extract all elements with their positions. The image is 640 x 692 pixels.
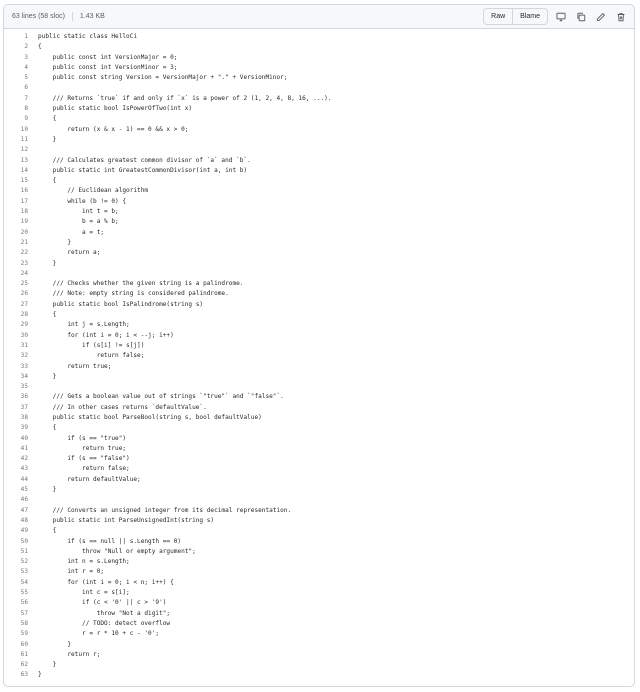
line-number[interactable]: 16 bbox=[20, 187, 28, 195]
line-number[interactable]: 50 bbox=[20, 537, 28, 545]
line-number[interactable]: 39 bbox=[20, 424, 28, 432]
code-line bbox=[4, 434, 634, 444]
line-content: for (int i = 0; i < n; i++) { bbox=[38, 578, 174, 586]
divider bbox=[72, 12, 73, 21]
code-line bbox=[4, 238, 634, 248]
line-number[interactable]: 29 bbox=[20, 321, 28, 329]
code-line bbox=[4, 547, 634, 557]
code-line bbox=[4, 331, 634, 341]
line-content: throw "Null or empty argument"; bbox=[38, 547, 196, 555]
line-number[interactable]: 32 bbox=[20, 352, 28, 360]
line-number[interactable]: 3 bbox=[24, 53, 28, 61]
code-line bbox=[4, 557, 634, 567]
line-content: } bbox=[38, 661, 57, 669]
line-content: return false; bbox=[38, 352, 145, 360]
line-number[interactable]: 63 bbox=[20, 671, 28, 679]
line-number[interactable]: 1 bbox=[24, 33, 28, 40]
file-actions bbox=[483, 8, 628, 25]
code-line bbox=[4, 670, 634, 680]
line-number[interactable]: 46 bbox=[20, 496, 28, 504]
line-number[interactable]: 51 bbox=[20, 547, 28, 555]
line-content: } bbox=[38, 135, 57, 143]
code-line bbox=[4, 650, 634, 660]
code-line bbox=[4, 567, 634, 577]
line-content: /// Gets a boolean value out of strings `"true"` and `"false"`. bbox=[38, 393, 284, 401]
line-number[interactable]: 60 bbox=[20, 640, 28, 648]
line-content: { bbox=[38, 115, 57, 123]
line-content: return true; bbox=[38, 362, 112, 370]
line-content: if (s == "true") bbox=[38, 434, 127, 442]
code-line bbox=[4, 341, 634, 351]
line-number[interactable]: 2 bbox=[24, 43, 28, 51]
code-line bbox=[4, 228, 634, 238]
lines-count: 63 lines (58 sloc) bbox=[12, 13, 65, 20]
line-number[interactable]: 45 bbox=[20, 486, 28, 494]
code-line bbox=[4, 42, 634, 52]
code-line bbox=[4, 269, 634, 279]
line-number[interactable]: 59 bbox=[20, 630, 28, 638]
line-number[interactable]: 17 bbox=[20, 197, 28, 205]
code-line bbox=[4, 506, 634, 516]
code-line bbox=[4, 207, 634, 217]
line-number[interactable]: 37 bbox=[20, 403, 28, 411]
line-number[interactable]: 47 bbox=[20, 506, 28, 514]
line-number[interactable]: 13 bbox=[20, 156, 28, 164]
pencil-icon[interactable] bbox=[594, 10, 608, 24]
code-line bbox=[4, 156, 634, 166]
line-content: if (s == "false") bbox=[38, 455, 130, 463]
line-number[interactable]: 38 bbox=[20, 413, 28, 421]
code-line bbox=[4, 73, 634, 83]
line-content: return r; bbox=[38, 650, 101, 658]
line-number[interactable]: 5 bbox=[24, 74, 28, 82]
line-content bbox=[38, 145, 634, 155]
line-content: a = t; bbox=[38, 228, 105, 236]
line-content: public static bool IsPalindrome(string s) bbox=[38, 300, 204, 308]
code-line bbox=[4, 94, 634, 104]
code-line bbox=[4, 53, 634, 63]
line-number[interactable]: 30 bbox=[20, 331, 28, 339]
code-line bbox=[4, 516, 634, 526]
line-content: /// Returns `true` if and only if `x` is a power of 2 (1, 2, 4, 8, 16, ...). bbox=[38, 94, 332, 102]
line-number[interactable]: 33 bbox=[20, 362, 28, 370]
code-line bbox=[4, 176, 634, 186]
code-line bbox=[4, 217, 634, 227]
code-line bbox=[4, 248, 634, 258]
line-number[interactable]: 36 bbox=[20, 393, 28, 401]
code-line bbox=[4, 83, 634, 93]
line-content: public const int VersionMajor = 0; bbox=[38, 53, 178, 61]
line-content: } bbox=[38, 640, 72, 648]
code-line bbox=[4, 578, 634, 588]
line-number[interactable]: 48 bbox=[20, 516, 28, 524]
code-line bbox=[4, 526, 634, 536]
line-content: { bbox=[38, 311, 57, 319]
line-number[interactable]: 23 bbox=[20, 259, 28, 267]
code-line bbox=[4, 454, 634, 464]
blame-button[interactable]: Blame bbox=[512, 9, 547, 24]
line-number[interactable]: 61 bbox=[20, 650, 28, 658]
line-number[interactable]: 34 bbox=[20, 372, 28, 380]
file-info bbox=[12, 12, 105, 21]
line-content: return false; bbox=[38, 465, 130, 473]
line-number[interactable]: 56 bbox=[20, 599, 28, 607]
code-line bbox=[4, 310, 634, 320]
line-content: int n = s.Length; bbox=[38, 558, 130, 566]
line-content: public static int GreatestCommonDivisor(int a, int b) bbox=[38, 166, 248, 174]
line-content: } bbox=[38, 259, 57, 267]
line-number[interactable]: 19 bbox=[20, 218, 28, 226]
code-line bbox=[4, 619, 634, 629]
line-number[interactable]: 18 bbox=[20, 208, 28, 216]
line-content bbox=[38, 269, 634, 279]
line-content: return defaultValue; bbox=[38, 475, 141, 483]
line-number[interactable]: 55 bbox=[20, 589, 28, 597]
code-line bbox=[4, 464, 634, 474]
line-number[interactable]: 22 bbox=[20, 249, 28, 257]
code-view bbox=[4, 29, 634, 681]
code-line bbox=[4, 444, 634, 454]
line-content: return true; bbox=[38, 444, 127, 452]
line-content: return a; bbox=[38, 249, 101, 257]
line-number[interactable]: 28 bbox=[20, 311, 28, 319]
code-line bbox=[4, 145, 634, 155]
code-line bbox=[4, 114, 634, 124]
line-number[interactable]: 53 bbox=[20, 568, 28, 576]
code-line bbox=[4, 186, 634, 196]
line-content: } bbox=[38, 671, 42, 679]
line-number[interactable]: 42 bbox=[20, 455, 28, 463]
line-content: /// Converts an unsigned integer from its decimal representation. bbox=[38, 506, 292, 514]
line-content: /// Note: empty string is considered palindrome. bbox=[38, 290, 229, 298]
line-number[interactable]: 8 bbox=[24, 105, 28, 113]
line-content bbox=[38, 83, 634, 93]
code-line bbox=[4, 63, 634, 73]
line-content: { bbox=[38, 527, 57, 535]
code-line bbox=[4, 629, 634, 639]
line-content: while (b != 0) { bbox=[38, 197, 127, 205]
line-number[interactable]: 57 bbox=[20, 609, 28, 617]
line-number[interactable]: 62 bbox=[20, 661, 28, 669]
code-line bbox=[4, 660, 634, 670]
code-line bbox=[4, 423, 634, 433]
line-number[interactable]: 11 bbox=[20, 135, 28, 143]
line-content bbox=[38, 382, 634, 392]
line-content: /// Checks whether the given string is a palindrome. bbox=[38, 280, 244, 288]
line-number[interactable]: 58 bbox=[20, 619, 28, 627]
line-content: public static int ParseUnsignedInt(string s) bbox=[38, 516, 215, 524]
code-line bbox=[4, 609, 634, 619]
code-line bbox=[4, 289, 634, 299]
code-line bbox=[4, 495, 634, 505]
code-line bbox=[4, 588, 634, 598]
line-content: { bbox=[38, 43, 42, 51]
line-content: b = a % b; bbox=[38, 218, 119, 226]
line-content: int j = s.Length; bbox=[38, 321, 130, 329]
line-content: } bbox=[38, 372, 57, 380]
line-number[interactable]: 31 bbox=[20, 341, 28, 349]
code-line bbox=[4, 640, 634, 650]
code-line bbox=[4, 475, 634, 485]
line-number[interactable]: 41 bbox=[20, 444, 28, 452]
raw-blame-group bbox=[483, 8, 548, 25]
line-number[interactable]: 44 bbox=[20, 475, 28, 483]
line-content: // TODO: detect overflow bbox=[38, 619, 171, 627]
line-content: return (x & x - 1) == 0 && x > 0; bbox=[38, 125, 189, 133]
line-content: } bbox=[38, 486, 57, 494]
code-line bbox=[4, 125, 634, 135]
code-line bbox=[4, 320, 634, 330]
line-number[interactable]: 14 bbox=[20, 166, 28, 174]
code-line bbox=[4, 382, 634, 392]
line-content: /// In other cases returns `defaultValue`. bbox=[38, 403, 207, 411]
code-line bbox=[4, 351, 634, 361]
line-content: if (s == null || s.Length == 0) bbox=[38, 537, 182, 545]
code-line bbox=[4, 279, 634, 289]
code-line bbox=[4, 485, 634, 495]
line-content: for (int i = 0; i < --j; i++) bbox=[38, 331, 174, 339]
code-line bbox=[4, 259, 634, 269]
line-content: public const int VersionMinor = 3; bbox=[38, 63, 178, 71]
line-content: // Euclidean algorithm bbox=[38, 187, 149, 195]
line-content: if (c < '0' || c > '9') bbox=[38, 599, 167, 607]
code-line bbox=[4, 372, 634, 382]
line-content: public static bool IsPowerOfTwo(int x) bbox=[38, 105, 193, 113]
line-number[interactable]: 20 bbox=[20, 228, 28, 236]
line-content: { bbox=[38, 424, 57, 432]
line-content: if (s[i] != s[j]) bbox=[38, 341, 145, 349]
code-line bbox=[4, 32, 634, 42]
code-line bbox=[4, 166, 634, 176]
file-viewer bbox=[3, 4, 635, 687]
raw-button[interactable]: Raw bbox=[484, 9, 512, 24]
line-number[interactable]: 15 bbox=[20, 177, 28, 185]
line-number[interactable]: 40 bbox=[20, 434, 28, 442]
line-number[interactable]: 4 bbox=[24, 63, 28, 71]
line-content: { bbox=[38, 177, 57, 185]
code-line bbox=[4, 362, 634, 372]
line-number[interactable]: 10 bbox=[20, 125, 28, 133]
code-line bbox=[4, 598, 634, 608]
line-number[interactable]: 25 bbox=[20, 280, 28, 288]
line-content: /// Calculates greatest common divisor of `a` and `b`. bbox=[38, 156, 251, 164]
line-number[interactable]: 54 bbox=[20, 578, 28, 586]
line-content: int r = 0; bbox=[38, 568, 105, 576]
line-number[interactable]: 24 bbox=[20, 269, 28, 277]
line-number[interactable]: 52 bbox=[20, 558, 28, 566]
code-line bbox=[4, 104, 634, 114]
line-content: public static bool ParseBool(string s, bool defaultValue) bbox=[38, 413, 262, 421]
line-content: public const string Version = VersionMajor + "." + VersionMinor; bbox=[38, 74, 288, 82]
line-content: r = r * 10 + c - '0'; bbox=[38, 630, 160, 638]
line-content: int c = s[i]; bbox=[38, 589, 130, 597]
code-line bbox=[4, 537, 634, 547]
line-number[interactable]: 26 bbox=[20, 290, 28, 298]
line-number[interactable]: 43 bbox=[20, 465, 28, 473]
code-line bbox=[4, 300, 634, 310]
trash-icon[interactable] bbox=[614, 10, 628, 24]
line-content: int t = b; bbox=[38, 208, 119, 216]
line-content: throw "Not a digit"; bbox=[38, 609, 171, 617]
code-line bbox=[4, 413, 634, 423]
code-line bbox=[4, 197, 634, 207]
line-number[interactable]: 9 bbox=[24, 115, 28, 123]
line-number[interactable]: 7 bbox=[24, 94, 28, 102]
code-line bbox=[4, 135, 634, 145]
line-content: public static class HelloCi bbox=[38, 33, 138, 40]
line-number[interactable]: 27 bbox=[20, 300, 28, 308]
line-number[interactable]: 12 bbox=[20, 146, 28, 154]
line-number[interactable]: 35 bbox=[20, 383, 28, 391]
line-content bbox=[38, 495, 634, 505]
line-number[interactable]: 21 bbox=[20, 238, 28, 246]
file-size: 1.43 KB bbox=[79, 13, 105, 20]
line-number[interactable]: 49 bbox=[20, 527, 28, 535]
code-line bbox=[4, 403, 634, 413]
copy-icon[interactable] bbox=[574, 10, 588, 24]
line-number[interactable]: 6 bbox=[24, 84, 28, 92]
code-line bbox=[4, 392, 634, 402]
line-content: } bbox=[38, 238, 72, 246]
file-header bbox=[4, 5, 634, 29]
desktop-icon[interactable] bbox=[554, 10, 568, 24]
